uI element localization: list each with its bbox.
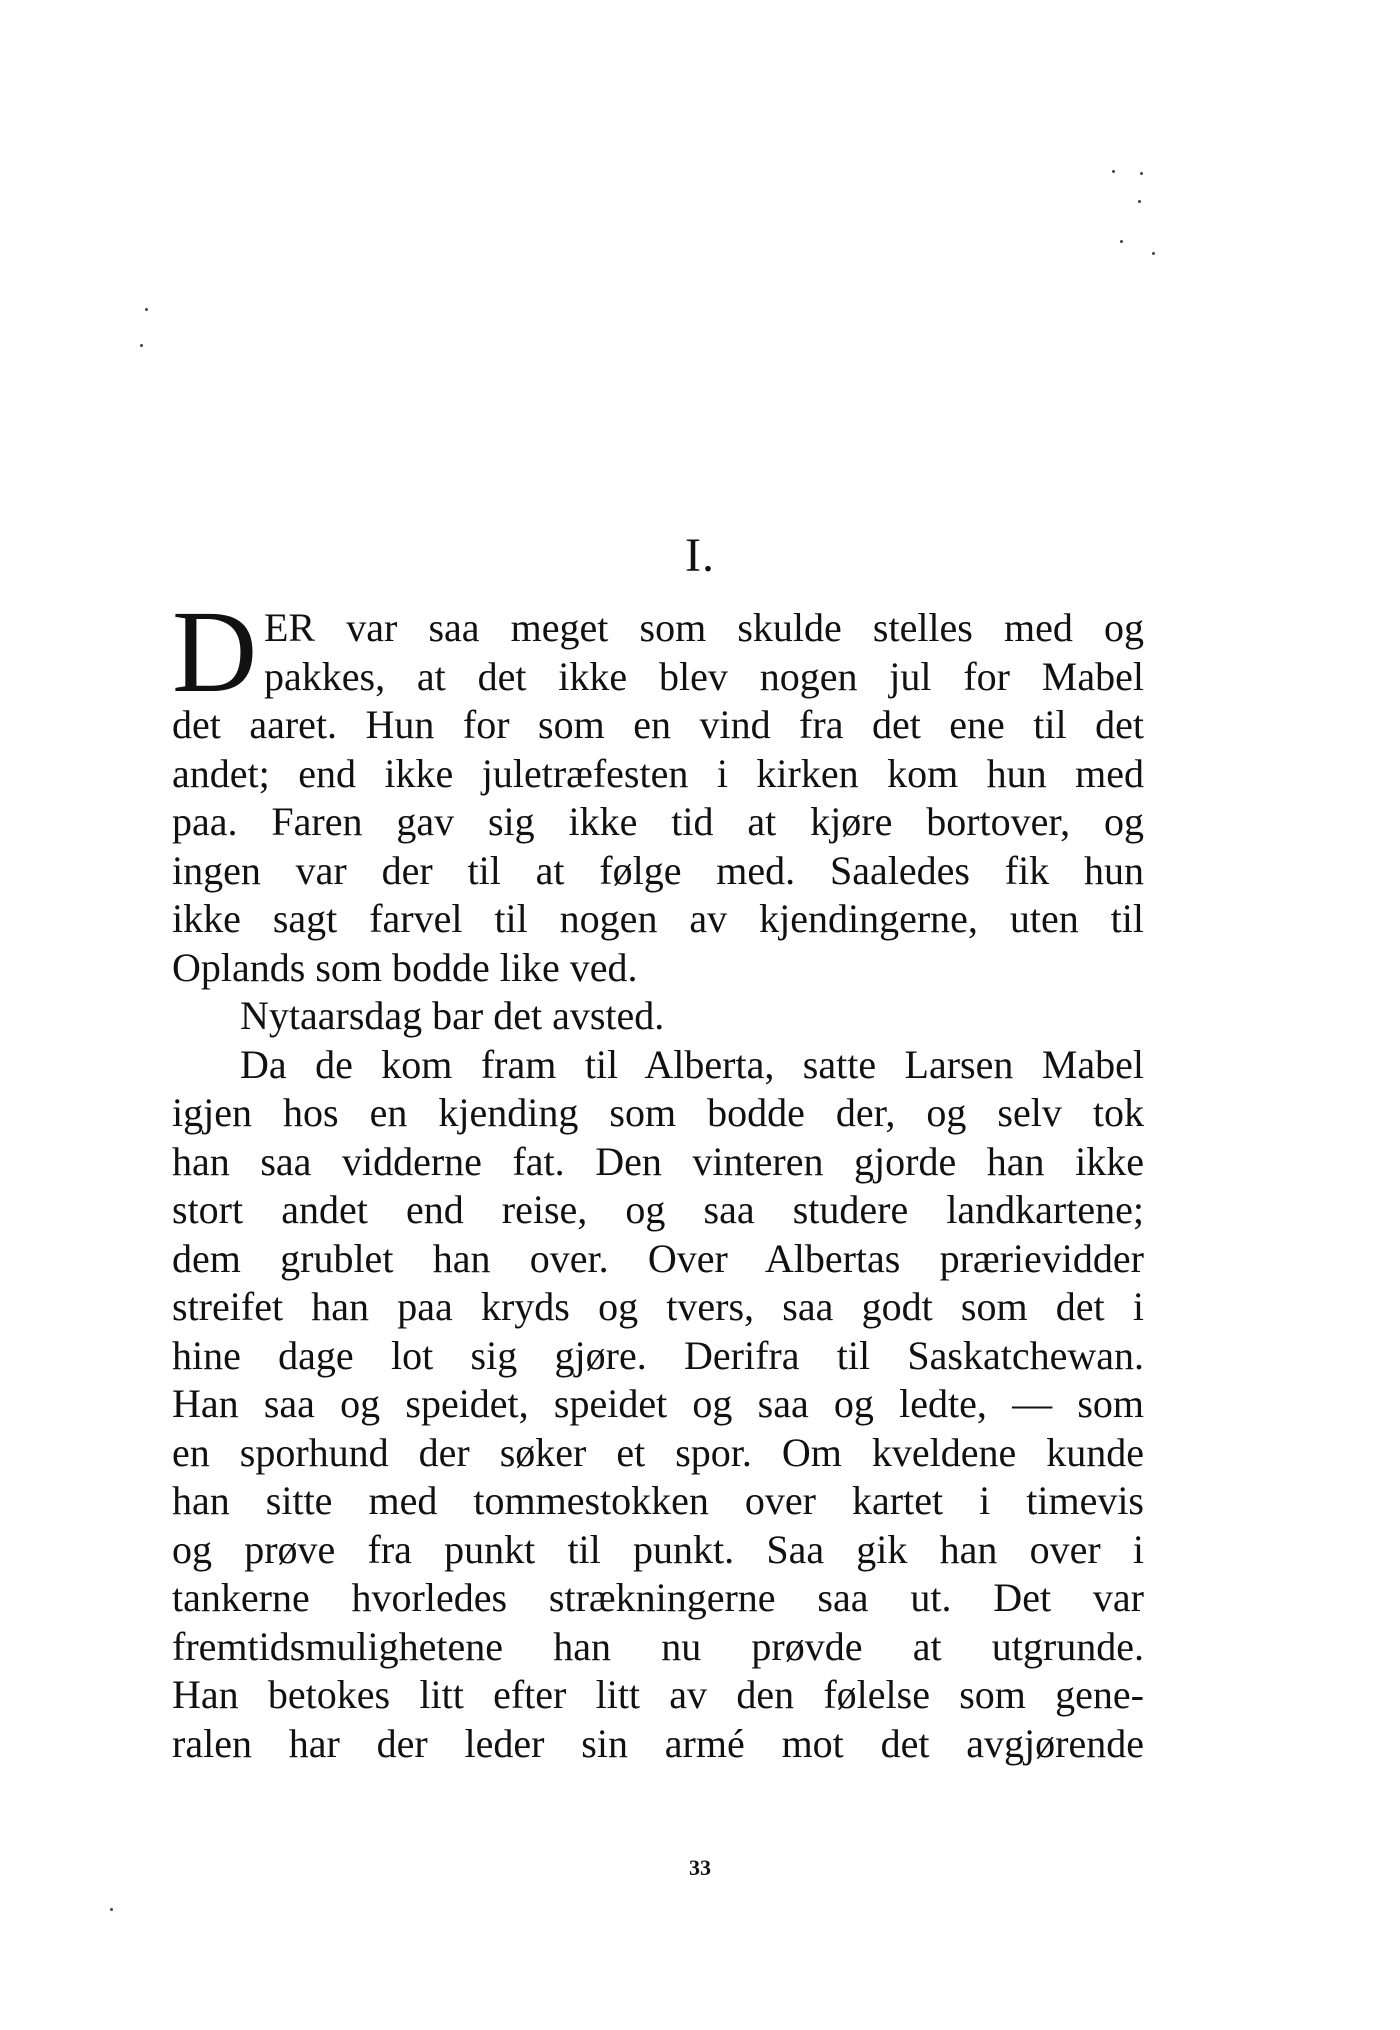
text-line: stort andet end reise, og saa studere landkartene;	[172, 1187, 1144, 1232]
scan-speck	[1138, 200, 1141, 203]
paragraph-2	[172, 992, 1144, 1041]
text-line: streifet han paa kryds og tvers, saa godt som det i	[172, 1284, 1144, 1329]
text-line: og prøve fra punkt til punkt. Saa gik han over i	[172, 1526, 1144, 1572]
body-text	[172, 586, 1144, 1768]
page-number: 33	[689, 1855, 711, 1880]
text-line: han sitte med tommestokken over kartet i timevis	[172, 1478, 1144, 1523]
text-line: tankerne hvorledes strækningerne saa ut. Det var	[172, 1575, 1144, 1620]
text-line: pakkes, at det ikke blev nogen jul for Mabel	[264, 653, 1144, 699]
text-line: Han betokes litt efter litt av den følelse som gene-	[172, 1672, 1144, 1717]
scan-speck	[140, 344, 143, 347]
drop-cap: D	[172, 586, 258, 717]
text-line: ER var saa meget som skulde stelles med og	[264, 605, 1144, 650]
text-line: ikke sagt farvel til nogen av kjendingerne, uten til	[172, 896, 1144, 941]
text-line: en sporhund der søker et spor. Om kveldene kunde	[172, 1429, 1144, 1475]
text-line: dem grublet han over. Over Albertas prærievidder	[172, 1235, 1144, 1281]
paragraph-1	[172, 586, 1144, 992]
text-line: det aaret. Hun for som en vind fra det ene til det	[172, 702, 1144, 747]
scan-speck	[1140, 172, 1143, 175]
text-line: hine dage lot sig gjøre. Derifra til Saskatchewan.	[172, 1332, 1144, 1378]
text-line: han saa vidderne fat. Den vinteren gjorde han ikke	[172, 1138, 1144, 1184]
text-line: andet; end ikke juletræfesten i kirken kom hun med	[172, 750, 1144, 796]
text-line: Oplands som bodde like ved.	[172, 944, 638, 990]
scan-speck	[145, 308, 148, 311]
text-line: fremtidsmulighetene han nu prøvde at utgrunde.	[172, 1623, 1144, 1669]
text-line: Han saa og speidet, speidet og saa og ledte, — som	[172, 1381, 1144, 1426]
text-line: paa. Faren gav sig ikke tid at kjøre bortover, og	[172, 799, 1144, 844]
scan-speck	[110, 1908, 113, 1911]
text-line: ralen har der leder sin armé mot det avgjørende	[172, 1720, 1144, 1766]
text-line: Da de kom fram til Alberta, satte Larsen Mabel	[240, 1041, 1144, 1087]
paragraph-3	[172, 1041, 1144, 1769]
chapter-heading: I.	[685, 529, 715, 582]
scan-speck	[1120, 240, 1123, 243]
text-line: Nytaarsdag bar det avsted.	[240, 993, 665, 1038]
text-line: igjen hos en kjending som bodde der, og selv tok	[172, 1090, 1144, 1135]
scan-speck	[1152, 252, 1155, 255]
text-line: ingen var der til at følge med. Saaledes fik hun	[172, 847, 1144, 893]
scan-speck	[1112, 170, 1115, 173]
